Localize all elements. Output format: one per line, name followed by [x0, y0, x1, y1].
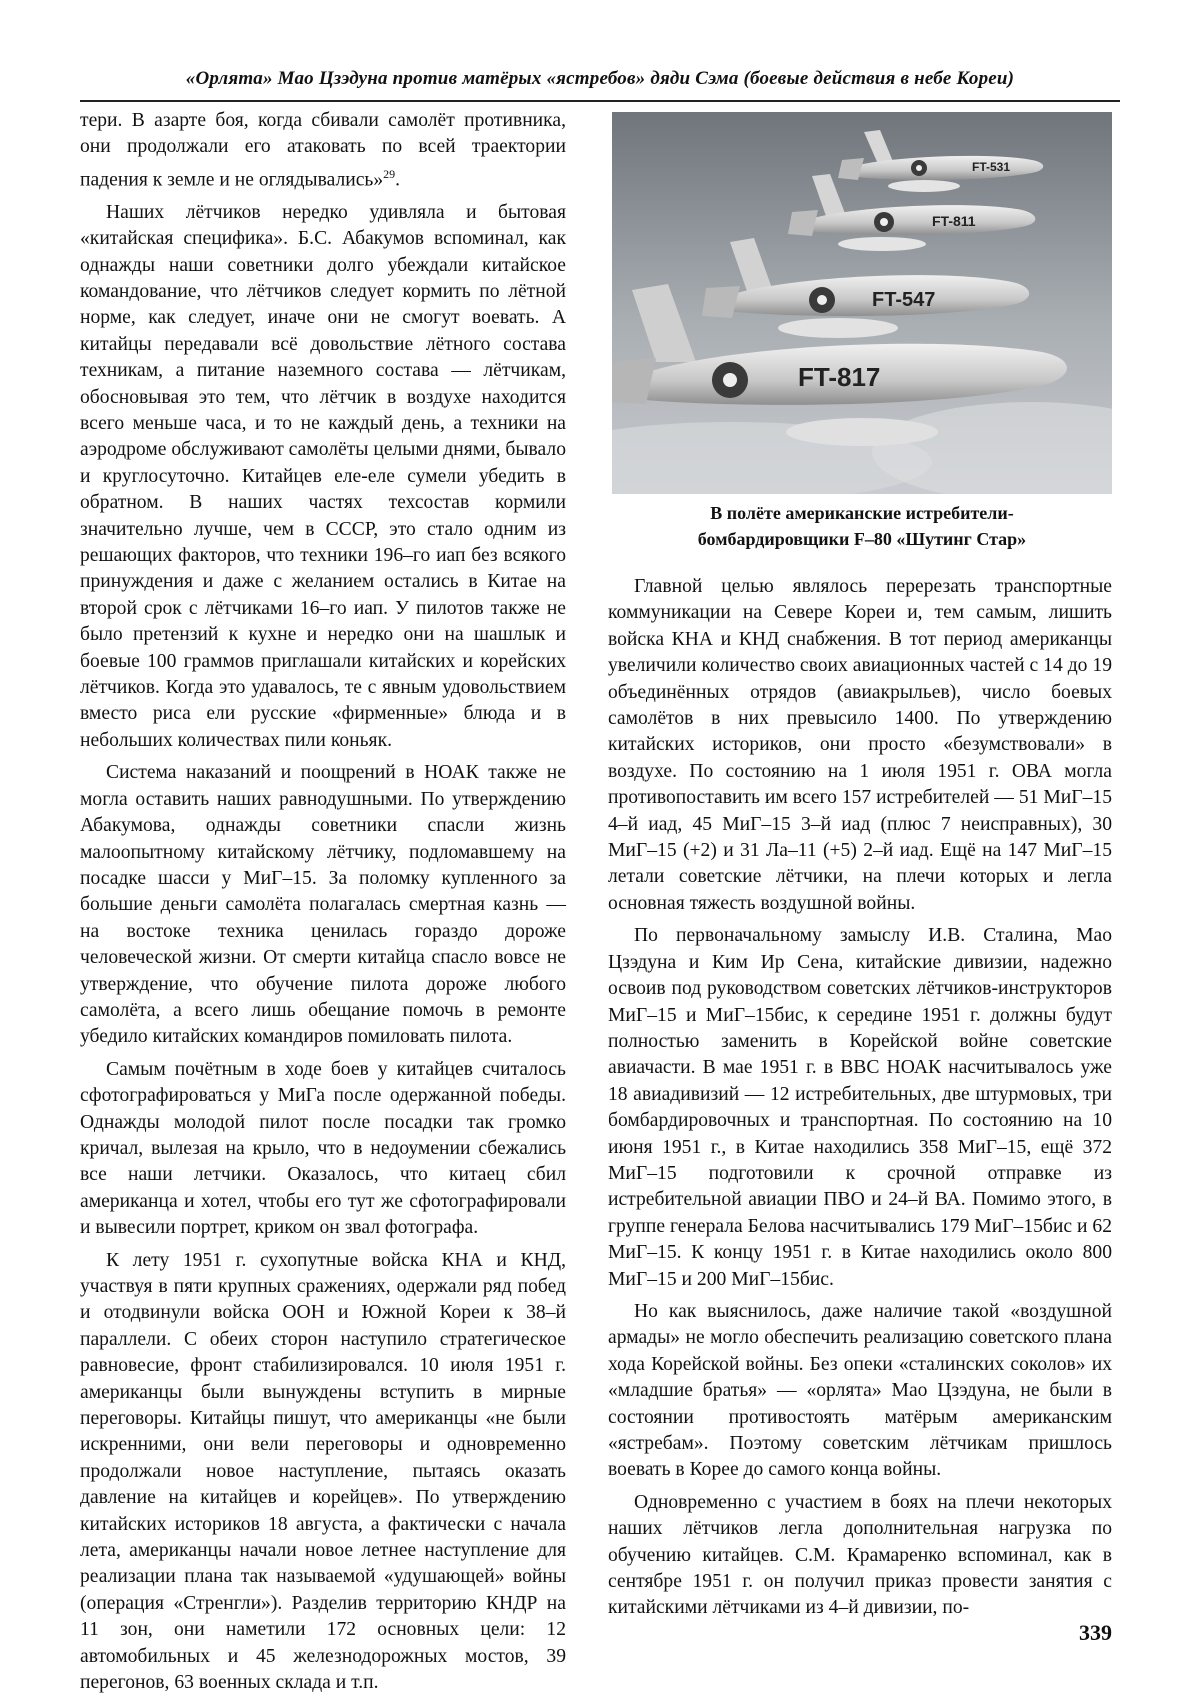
left-paragraph-5: К лету 1951 г. сухопутные войска КНА и КНД, участвуя в пяти крупных сражениях, одержали ряд побед и отодвинули войска ООН и Южной Кореи к 38–й параллели. С обеих сторон наступило стратегическое равновесие, фронт стабилизировался. 10 июля 1951 г. американцы были вынуждены вступить в мирные переговоры. Китайцы пишут, что американцы «не были искренними, они вели переговоры и одновременно продолжали новое наступление, пытаясь оказать давление на китайцев и корейцев». По утверждению китайских историков 18 августа, а фактически с начала лета, американцы начали новое летнее наступление для реализации плана так называемой «удушающей» войны (операция «Стренгли»). Разделив территорию КНДР на 11 зон, они наметили 172 основных цели: 12 автомобильных и 45 железнодорожных мостов, 39 перегонов, 63 военных склада и т.п. [80, 1249, 566, 1694]
left-paragraph-1 [80, 108, 566, 194]
running-header: «Орлята» Мао Цзэдуна против матёрых «ястребов» дяди Сэма (боевые действия в небе Кореи) [185, 68, 1015, 89]
left-paragraph-2: Наших лётчиков нередко удивляла и бытовая «китайская специфика». Б.С. Абакумов вспоминал, как однажды наши советники долго убеждали китайское командование, что лётчиков следует кормить по лётной норме, как следует, иначе они не смогут воевать. А китайцы передавали всё довольствие лётного состава техникам, а питание наземного состава — лётчикам, обосновывая это тем, что лётчик в воздухе находится всего меньше часа, и то не каждый день, а техники на аэродроме обслуживают самолёты целыми днями, бывало и круглосуточно. Китайцев еле-еле сумели убедить в обратном. В наших частях техсостав кормили значительно лучше, чем в СССР, это стало одним из решающих факторов, что техники 196–го иап без всякого принуждения и даже с желанием остались в Китае на второй срок с лётчиками 16–го иап. У пилотов также не было претензий к кухне и нередко они на шашлык и боевые 100 граммов приглашали китайских и корейских лётчиков. Когда это удавалось, те с явным удовольствием вместо риса ели русские «фирменные» блюда и в небольших количествах пили коньяк. [80, 201, 566, 751]
left-paragraph-1-end: . [395, 169, 401, 191]
aircraft-2-marking: FT-811 [932, 213, 976, 229]
left-column [80, 108, 566, 1703]
aircraft-photo-illustration [612, 112, 1112, 494]
right-paragraph-4: Одновременно с участием в боях на плечи некоторых наших лётчиков легла дополнительная нагрузка по обучению китайцев. С.М. Крамаренко вспоминал, как в сентябре 1951 г. он получил приказ провести занятия с китайскими лётчиками из 4–й дивизии, по- [608, 1491, 1112, 1619]
figure-caption [612, 500, 1112, 552]
aircraft-3-marking: FT-547 [872, 289, 936, 311]
right-paragraph-3: Но как выяснилось, даже наличие такой «воздушной армады» не могло обеспечить реализацию советского плана хода Корейской войны. Без опеки «сталинских соколов» их «младшие братья» — «орлята» Мао Цзэдуна, не были в состоянии противостоять матёрым американским «ястребам». Поэтому советским лётчикам пришлось воевать в Корее до самого конца войны. [608, 1300, 1112, 1481]
aircraft-photo [612, 112, 1112, 494]
aircraft-4-marking: FT-817 [798, 362, 881, 392]
left-paragraph-1-text: тери. В азарте боя, когда сбивали самолёт противника, они продолжали его атаковать по всей траектории падения к земле и не оглядывались» [80, 110, 566, 191]
right-paragraph-1: Главной целью являлось перерезать транспортные коммуникации на Севере Кореи и, тем самым, лишить войска КНА и КНД снабжения. В тот период американцы увеличили количество своих авиационных частей с 14 до 19 объединённых отрядов (авиакрыльев), число боевых самолётов в них превысило 1400. По утверждению китайских историков, они просто «безумствовали» в воздухе. По состоянию на 1 июля 1951 г. ОВА могла противопоставить им всего 157 истребителей — 51 МиГ–15 4–й иад, 45 МиГ–15 3–й иад (плюс 7 неисправных), 30 МиГ–15 (+2) и 31 Ла–11 (+5) 2–й иад. Ещё на 147 МиГ–15 летали советские лётчики, на плечи которых и легла основная тяжесть воздушной войны. [608, 576, 1112, 914]
figure-caption-line-1: В полёте американские истребители- [710, 503, 1014, 523]
right-column [608, 574, 1112, 1628]
left-paragraph-4: Самым почётным в ходе боев у китайцев считалось сфотографироваться у МиГа после одержанной победы. Однажды молодой пилот после посадки так громко кричал, вылезая на крыло, что в недоумении сбежались все наши летчики. Оказалось, что китаец сбил американца и хотел, чтобы его тут же сфотографировали и вывесили портрет, криком он звал фотографа. [80, 1058, 566, 1239]
right-paragraph-2: По первоначальному замыслу И.В. Сталина, Мао Цзэдуна и Ким Ир Сена, китайские дивизии, надежно освоив под руководством советских лётчиков-инструкторов МиГ–15 и МиГ–15бис, к середине 1951 г. должны будут полностью заменить в Корейской войне советские авиачасти. В мае 1951 г. в ВВС НОАК насчитывалось уже 18 авиадивизий — 12 истребительных, две штурмовых, три бомбардировочных и транспортная. По состоянию на 10 июня 1951 г., в Китае находились 358 МиГ–15, ещё 372 МиГ–15 подготовили к срочной отправке из истребительной авиации ПВО и 24–й ВА. Помимо этого, в группе генерала Белова насчитывались 179 МиГ–15бис и 62 МиГ–15. К концу 1951 г. в Китае находились около 800 МиГ–15 и 200 МиГ–15бис. [608, 925, 1112, 1290]
page-number: 339 [1079, 1620, 1112, 1645]
figure-caption-line-2: бомбардировщики F–80 «Шутинг Стар» [697, 529, 1027, 549]
left-paragraph-3: Система наказаний и поощрений в НОАК также не могла оставить наших равнодушными. По утверждению Абакумова, однажды советники спасли жизнь малоопытному китайскому лётчику, подломавшему на посадке шасси у МиГ–15. За поломку купленного за большие деньги самолёта полагалась смертная казнь — на востоке техника ценилась гораздо дороже человеческой жизни. От смерти китайца спасло вовсе не утверждение, что обучение пилота дороже любого самолёта, а всего лишь обещание помочь в ремонте убедило китайских командиров помиловать пилота. [80, 762, 566, 1048]
header-rule [80, 100, 1120, 102]
aircraft-1-marking: FT-531 [972, 160, 1011, 174]
footnote-marker: 29 [383, 166, 396, 181]
